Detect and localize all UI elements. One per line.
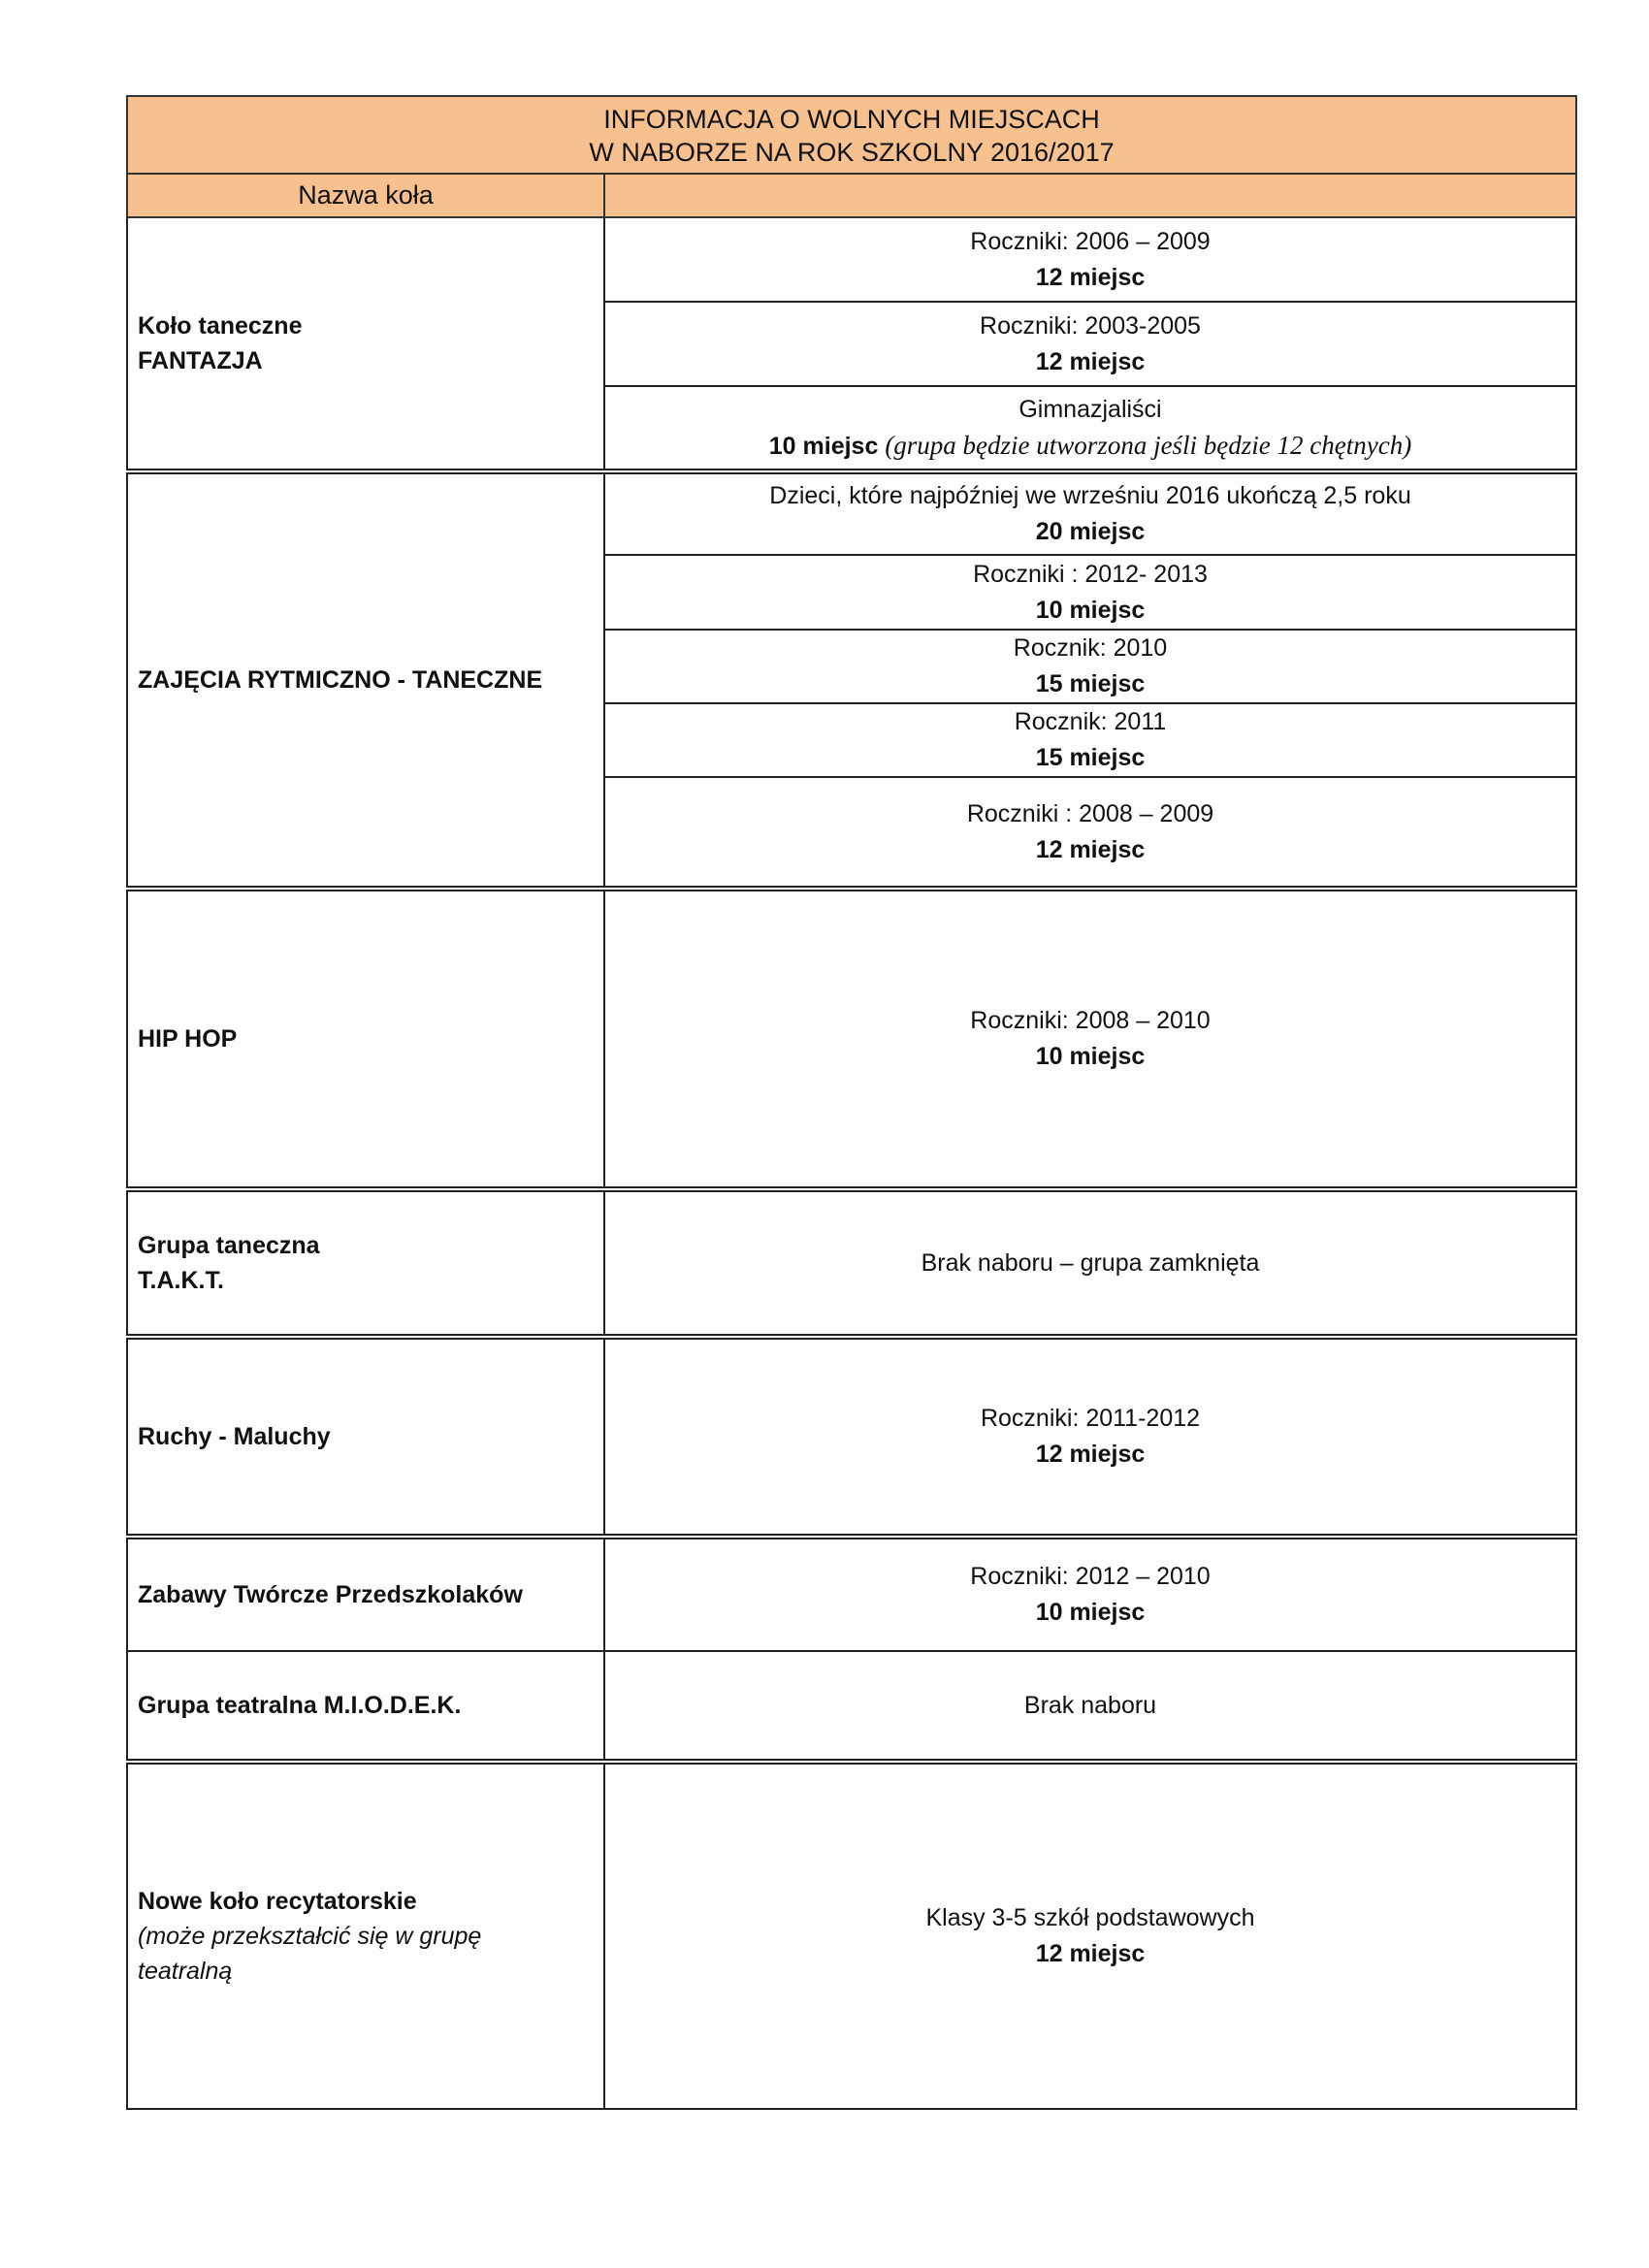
enrollment-cell bbox=[604, 1762, 1576, 2109]
places-count: 12 miejsc bbox=[1035, 835, 1146, 863]
enrollment-cell bbox=[604, 703, 1576, 777]
enrollment-cell bbox=[604, 1337, 1576, 1537]
table-row bbox=[127, 889, 1576, 1189]
table-row bbox=[127, 217, 1576, 302]
table-row bbox=[127, 1189, 1576, 1337]
group-name bbox=[127, 1189, 604, 1337]
enrollment-cell bbox=[604, 386, 1576, 471]
places-count: 10 miejsc bbox=[1035, 1043, 1146, 1070]
status-label: Brak naboru bbox=[1023, 1691, 1157, 1719]
group-name-line: Ruchy - Maluchy bbox=[138, 1423, 331, 1450]
table-row bbox=[127, 1537, 1576, 1651]
years-label: Gimnazjaliści bbox=[1018, 395, 1162, 423]
years-label: Roczniki: 2003-2005 bbox=[980, 311, 1201, 340]
enrollment-cell bbox=[604, 1537, 1576, 1651]
status-label: Brak naboru – grupa zamknięta bbox=[921, 1248, 1260, 1277]
table-header bbox=[127, 96, 1576, 174]
years-label: Dzieci, które najpóźniej we wrześniu 2016 ukończą 2,5 roku bbox=[769, 482, 1411, 509]
group-name-line: FANTAZJA bbox=[138, 347, 263, 374]
enrollment-cell bbox=[604, 471, 1576, 555]
years-label: Roczniki: 2008 – 2010 bbox=[970, 1007, 1211, 1034]
enrollment-cell bbox=[604, 1189, 1576, 1337]
places-count: 15 miejsc bbox=[1035, 670, 1146, 697]
enrollment-cell bbox=[604, 1651, 1576, 1762]
years-label: Roczniki : 2012- 2013 bbox=[973, 560, 1208, 588]
places-count: 12 miejsc bbox=[1035, 263, 1146, 291]
group-name bbox=[127, 1337, 604, 1537]
places-count: 10 miejsc bbox=[768, 432, 879, 460]
places-count: 12 miejsc bbox=[1035, 1940, 1146, 1967]
column-header-blank bbox=[604, 174, 1576, 217]
title-line-2: W NABORZE NA ROK SZKOLNY 2016/2017 bbox=[589, 138, 1115, 167]
group-name-line: Zabawy Twórcze Przedszkolaków bbox=[138, 1581, 523, 1608]
group-name-line: Grupa taneczna bbox=[138, 1232, 320, 1259]
years-label: Roczniki: 2011-2012 bbox=[980, 1405, 1201, 1432]
places-count: 10 miejsc bbox=[1035, 1599, 1146, 1626]
enrollment-cell bbox=[604, 630, 1576, 703]
group-name bbox=[127, 889, 604, 1189]
years-label: Roczniki : 2008 – 2009 bbox=[966, 799, 1214, 827]
places-count: 10 miejsc bbox=[1035, 596, 1146, 624]
group-name-line: Koło taneczne bbox=[138, 312, 303, 340]
group-name-line: ZAJĘCIA RYTMICZNO - TANECZNE bbox=[138, 666, 543, 694]
places-count: 15 miejsc bbox=[1035, 744, 1146, 771]
title-line-1: INFORMACJA O WOLNYCH MIEJSCACH bbox=[603, 105, 1100, 134]
column-header-name: Nazwa koła bbox=[127, 174, 604, 217]
table-row bbox=[127, 1337, 1576, 1537]
enrollment-cell bbox=[604, 889, 1576, 1189]
group-name bbox=[127, 217, 604, 471]
places-note: (grupa będzie utworzona jeśli będzie 12 chętnych) bbox=[885, 430, 1412, 460]
table-row bbox=[127, 1762, 1576, 2109]
enrollment-cell bbox=[604, 217, 1576, 302]
group-name bbox=[127, 471, 604, 889]
places-count: 20 miejsc bbox=[1035, 518, 1146, 545]
group-name-line: HIP HOP bbox=[138, 1025, 238, 1053]
enrollment-cell bbox=[604, 777, 1576, 889]
group-name-line: Grupa teatralna M.I.O.D.E.K. bbox=[138, 1692, 462, 1719]
document-title bbox=[127, 96, 1576, 174]
years-label: Roczniki: 2012 – 2010 bbox=[970, 1563, 1211, 1590]
table-row bbox=[127, 471, 1576, 555]
group-name bbox=[127, 1762, 604, 2109]
enrollment-cell bbox=[604, 555, 1576, 630]
free-places-table bbox=[126, 95, 1577, 2110]
years-label: Klasy 3-5 szkół podstawowych bbox=[925, 1904, 1255, 1931]
group-name-line: T.A.K.T. bbox=[138, 1267, 224, 1294]
column-header-row bbox=[127, 174, 1576, 217]
group-name-note: (może przekształcić się w grupę teatralną bbox=[138, 1923, 482, 1985]
enrollment-document bbox=[126, 95, 1575, 2110]
group-name-line: Nowe koło recytatorskie bbox=[138, 1888, 417, 1915]
places-count: 12 miejsc bbox=[1035, 347, 1146, 375]
places-line bbox=[605, 428, 1575, 465]
table-row bbox=[127, 1651, 1576, 1762]
years-label: Rocznik: 2010 bbox=[1013, 634, 1168, 662]
places-count: 12 miejsc bbox=[1035, 1441, 1146, 1468]
years-label: Rocznik: 2011 bbox=[1014, 708, 1167, 735]
group-name bbox=[127, 1651, 604, 1762]
years-label: Roczniki: 2006 – 2009 bbox=[970, 227, 1211, 255]
enrollment-cell bbox=[604, 302, 1576, 386]
group-name bbox=[127, 1537, 604, 1651]
